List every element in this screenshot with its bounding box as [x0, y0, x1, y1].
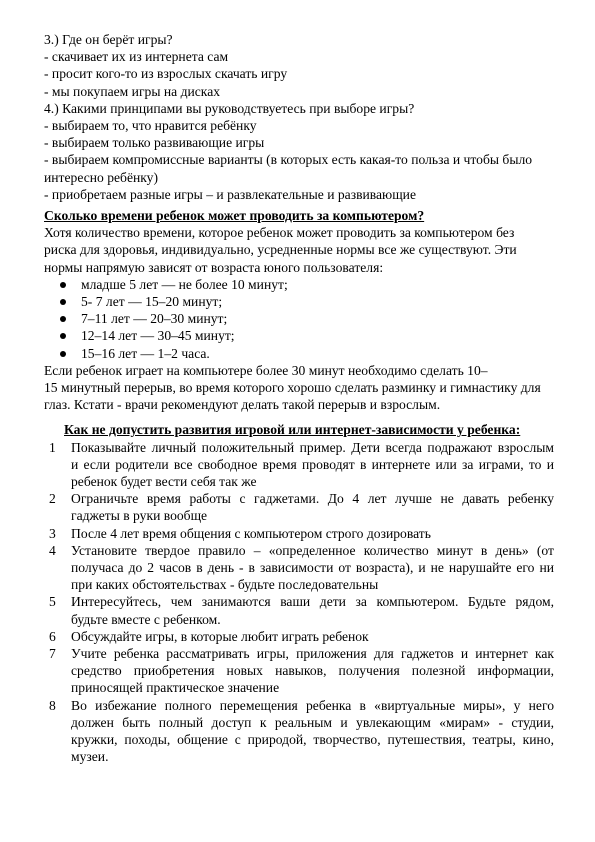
list-item: 5- 7 лет — 15–20 минут; — [60, 293, 554, 310]
item-number: 2 — [49, 491, 56, 507]
answer-option: - выбираем только развивающие игры — [44, 135, 265, 151]
list-item: 7–11 лет — 20–30 минут; — [60, 310, 554, 327]
item-number: 1 — [49, 439, 56, 455]
answer-option-continued: интересно ребёнку) — [44, 169, 158, 185]
answer-option: - выбираем то, что нравится ребёнку — [44, 118, 257, 134]
list-item: 7 Учите ребенка рассматривать игры, приложения для гаджетов и интернет как средство приобретения новых навыков, получения полезной информации, приносящей практическое значение — [49, 646, 554, 696]
list-item: 2 Ограничьте время работы с гаджетами. До 4 лет лучше не давать ребенку гаджеты в руки вообще — [49, 491, 554, 524]
list-item: 12–14 лет — 30–45 минут; — [60, 327, 554, 344]
time-section-intro — [44, 224, 554, 276]
list-item: 15–16 лет — 1–2 часа. — [60, 345, 554, 362]
tips-list — [44, 439, 554, 766]
item-number: 8 — [49, 697, 56, 713]
list-item: 8 Во избежание полного перемещения ребенка в «виртуальные миры», у него должен быть полный доступ к реальным и увлекающим «мирам» - студии, кружки, походы, общение с природой, творчество, путешествия, театры, кино, музеи. — [49, 697, 554, 765]
paragraph-line: Хотя количество времени, которое ребенок может проводить за компьютером без — [44, 225, 515, 241]
bullet-icon — [60, 282, 66, 288]
item-number: 4 — [49, 542, 56, 558]
paragraph-line: глаз. Кстати - врачи рекомендуют делать такой перерыв и взрослым. — [44, 397, 441, 413]
answer-option: - мы покупаем игры на дисках — [44, 83, 221, 99]
question-4-title: 4.) Какими принципами вы руководствуетесь при выборе игры? — [44, 100, 415, 116]
bullet-icon — [60, 316, 66, 322]
answer-option: - скачивает их из интернета сам — [44, 49, 229, 65]
paragraph-line: Если ребенок играет на компьютере более 30 минут необходимо сделать 10– — [44, 362, 488, 378]
paragraph-line: нормы напрямую зависят от возраста юного пользователя: — [44, 259, 384, 275]
addiction-section-heading: Как не допустить развития игровой или интернет-зависимости у ребенка: — [64, 422, 521, 438]
item-number: 6 — [49, 628, 56, 644]
list-item: 4 Установите твердое правило – «определенное количество минут в день» (от получаса до 2 часов в день - в зависимости от возраста), и не нарушайте его ни при каких обстоятельствах - будьте последовательны — [49, 542, 554, 593]
question-4-block — [44, 100, 554, 203]
document-page — [44, 28, 554, 765]
list-item: 5 Интересуйтесь, чем занимаются ваши дети за компьютером. Будьте рядом, будьте вместе с ребенком. — [49, 594, 554, 627]
item-number: 5 — [49, 594, 56, 610]
answer-option: - выбираем компромиссные варианты (в которых есть какая-то польза и чтобы было — [44, 152, 533, 168]
list-item: 1 Показывайте личный положительный пример. Дети всегда подражают взрослым и если родители все свободное время проводят в интернете или за играми, то и ребенок будет вести себя так же — [49, 439, 554, 489]
bullet-icon — [60, 351, 66, 357]
list-item: 6 Обсуждайте игры, в которые любит играть ребенок — [49, 628, 369, 644]
list-item: младше 5 лет — не более 10 минут; — [60, 276, 554, 293]
answer-option: - просит кого-то из взрослых скачать игру — [44, 66, 288, 82]
bullet-icon — [60, 333, 66, 339]
list-item: 3 После 4 лет время общения с компьютером строго дозировать — [49, 525, 431, 541]
question-3-block — [44, 31, 554, 100]
bullet-icon — [60, 299, 66, 305]
age-norms-list — [44, 276, 554, 362]
time-section-heading: Сколько времени ребенок может проводить за компьютером? — [44, 208, 425, 224]
paragraph-line: риска для здоровья, индивидуально, усредненные нормы все же существуют. Эти — [44, 242, 517, 258]
time-section-outro — [44, 362, 554, 414]
answer-option: - приобретаем разные игры – и развлекательные и развивающие — [44, 186, 416, 202]
paragraph-line: 15 минутный перерыв, во время которого хорошо сделать разминку и гимнастику для — [44, 379, 541, 395]
item-number: 7 — [49, 646, 56, 662]
question-3-title: 3.) Где он берёт игры? — [44, 32, 173, 47]
item-number: 3 — [49, 525, 56, 541]
